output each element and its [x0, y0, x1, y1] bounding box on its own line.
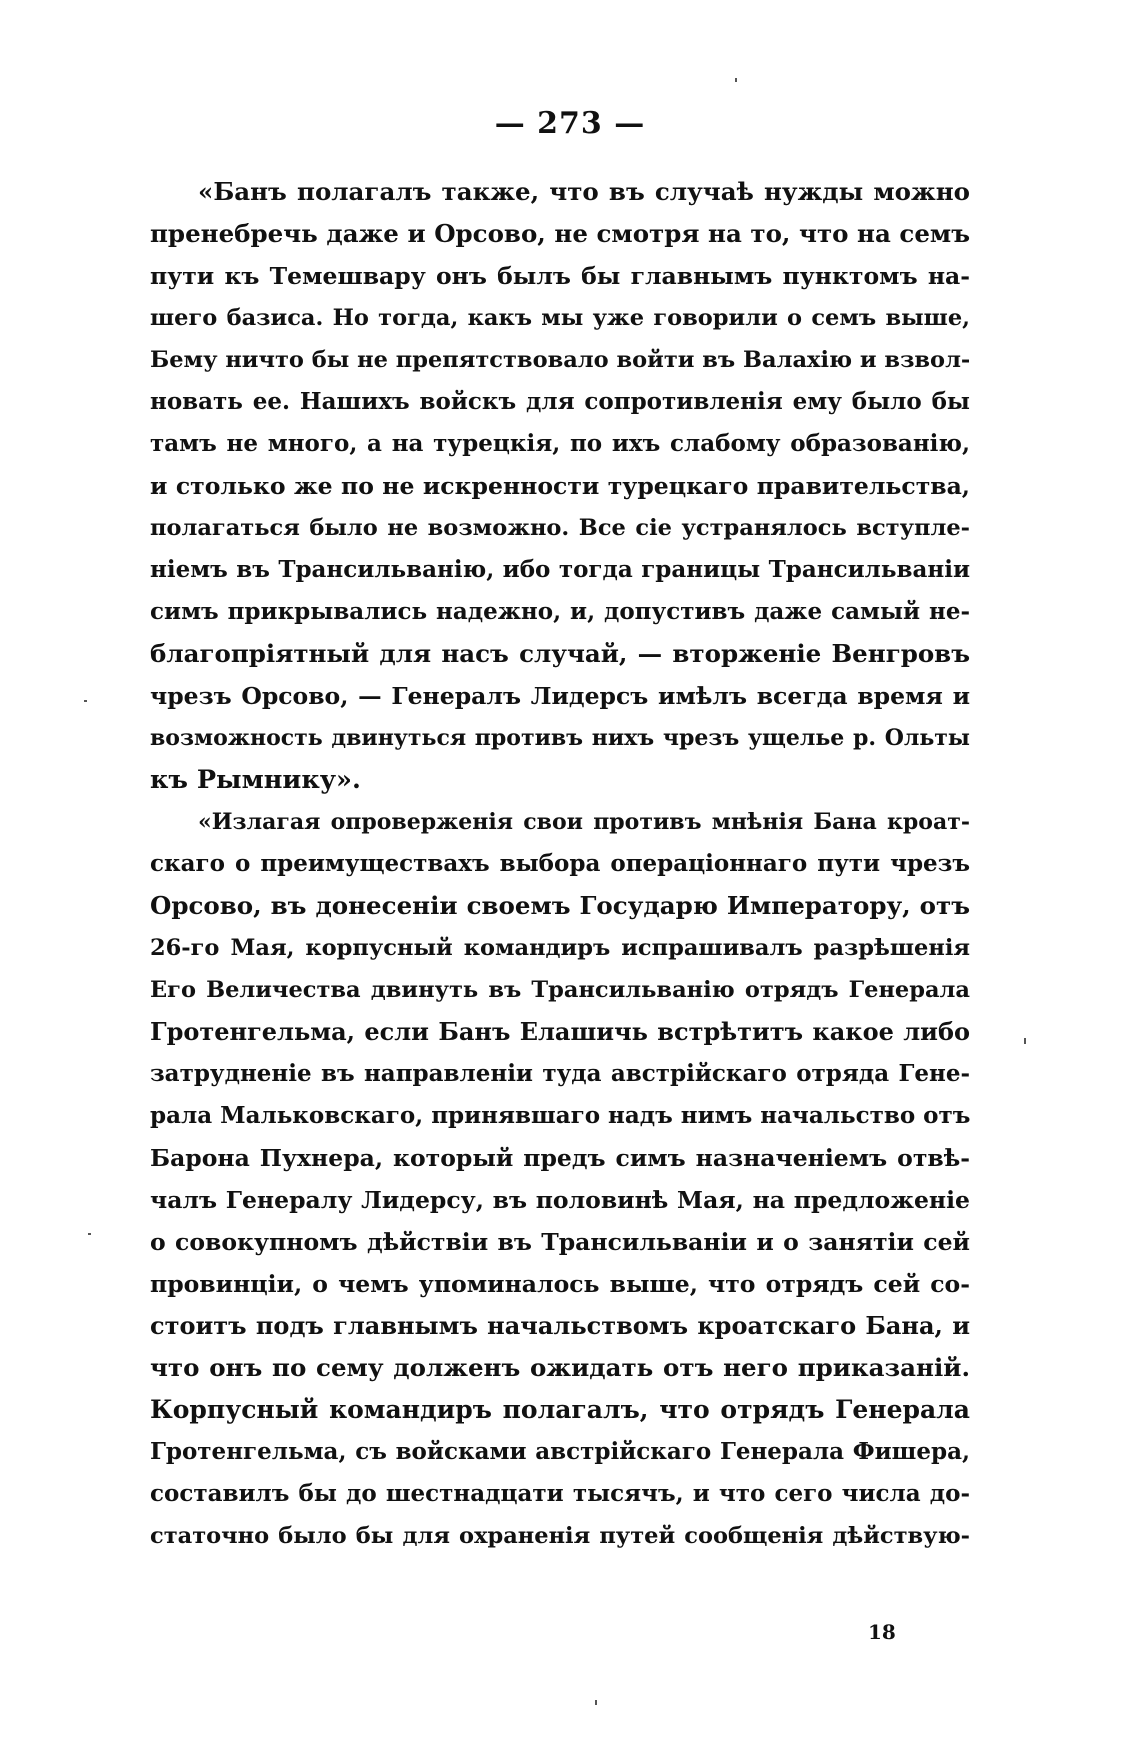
text-line: пренебречь даже и Орсово, не смотря на то, что на семъ [150, 219, 970, 248]
text-line: стоитъ подъ главнымъ начальствомъ кроатскаго Бана, и [150, 1311, 970, 1340]
body-text [150, 171, 970, 1557]
text-line: Орсово, въ донесеніи своемъ Государю Императору, отъ [150, 891, 970, 920]
text-line: Гротенгельма, если Банъ Елашичь встрѣтитъ какое либо [150, 1017, 970, 1046]
text-line: Его Величества двинуть въ Трансильванію отрядъ Генерала [150, 977, 970, 1003]
page-number: — 273 — [494, 106, 646, 141]
text-line: составилъ бы до шестнадцати тысячъ, и что сего числа до- [150, 1480, 970, 1507]
text-line: статочно было бы для охраненія путей сообщенія дѣйствую- [150, 1523, 970, 1549]
text-line: симъ прикрывались надежно, и, допустивъ даже самый не- [150, 598, 970, 625]
text-line: чрезъ Орсово, — Генералъ Лидерсъ имѣлъ всегда время и [150, 682, 970, 710]
scan-speck [84, 700, 87, 702]
text-line: Барона Пухнера, который предъ симъ назначеніемъ отвѣ- [150, 1144, 970, 1172]
text-line: новать ее. Нашихъ войскъ для сопротивленія ему было бы [150, 388, 970, 415]
text-line: 26-го Мая, корпусный командиръ испрашивалъ разрѣшенія [150, 935, 970, 961]
text-line: тамъ не много, а на турецкія, по ихъ слабому образованію, [150, 430, 970, 457]
paragraph-2 [150, 801, 970, 1557]
text-line: рала Мальковскаго, принявшаго надъ нимъ начальство отъ [150, 1102, 970, 1129]
text-line: пути къ Темешвару онъ былъ бы главнымъ пунктомъ на- [150, 262, 970, 290]
text-line: ніемъ въ Трансильванію, ибо тогда границы Трансильваніи [150, 556, 970, 583]
text-line: полагаться было не возможно. Все сіе устранялось вступле- [150, 515, 970, 541]
text-line: «Излагая опроверженія свои противъ мнѣнія Бана кроат- [198, 809, 970, 835]
text-line: благопріятный для насъ случай, — вторженіе Венгровъ [150, 639, 970, 668]
paragraph-1 [150, 171, 970, 801]
text-line: «Банъ полагалъ также, что въ случаѣ нужды можно [198, 177, 970, 206]
text-line: Гротенгельма, съ войсками австрійскаго Генерала Фишера, [150, 1438, 970, 1465]
text-line: шего базиса. Но тогда, какъ мы уже говорили о семъ выше, [150, 305, 970, 331]
scan-speck [88, 1233, 91, 1235]
text-line: что онъ по сему долженъ ожидать отъ него приказаній. [150, 1353, 970, 1382]
text-line: затрудненіе въ направленіи туда австрійскаго отряда Гене- [150, 1060, 970, 1087]
text-line: Бему ничто бы не препятствовало войти въ Валахію и взвол- [150, 347, 970, 373]
text-line: скаго о преимуществахъ выбора операціоннаго пути чрезъ [150, 850, 970, 877]
text-line: возможность двинуться противъ нихъ чрезъ ущелье р. Ольты [150, 725, 970, 751]
text-line: чалъ Генералу Лидерсу, въ половинѣ Мая, на предложеніе [150, 1186, 970, 1214]
text-line: провинціи, о чемъ упоминалось выше, что отрядъ сей со- [150, 1270, 970, 1298]
text-line: Корпусный командиръ полагалъ, что отрядъ Генерала [150, 1395, 970, 1424]
text-line: и столько же по не искренности турецкаго правительства, [150, 472, 970, 500]
scan-speck [1024, 1038, 1026, 1044]
text-line: къ Рымнику». [150, 765, 361, 795]
text-line: о совокупномъ дѣйствіи въ Трансильваніи и о занятіи сей [150, 1228, 970, 1256]
printer-signature-mark: 18 [868, 1620, 896, 1644]
scan-speck [735, 78, 737, 82]
scan-speck [595, 1700, 597, 1705]
